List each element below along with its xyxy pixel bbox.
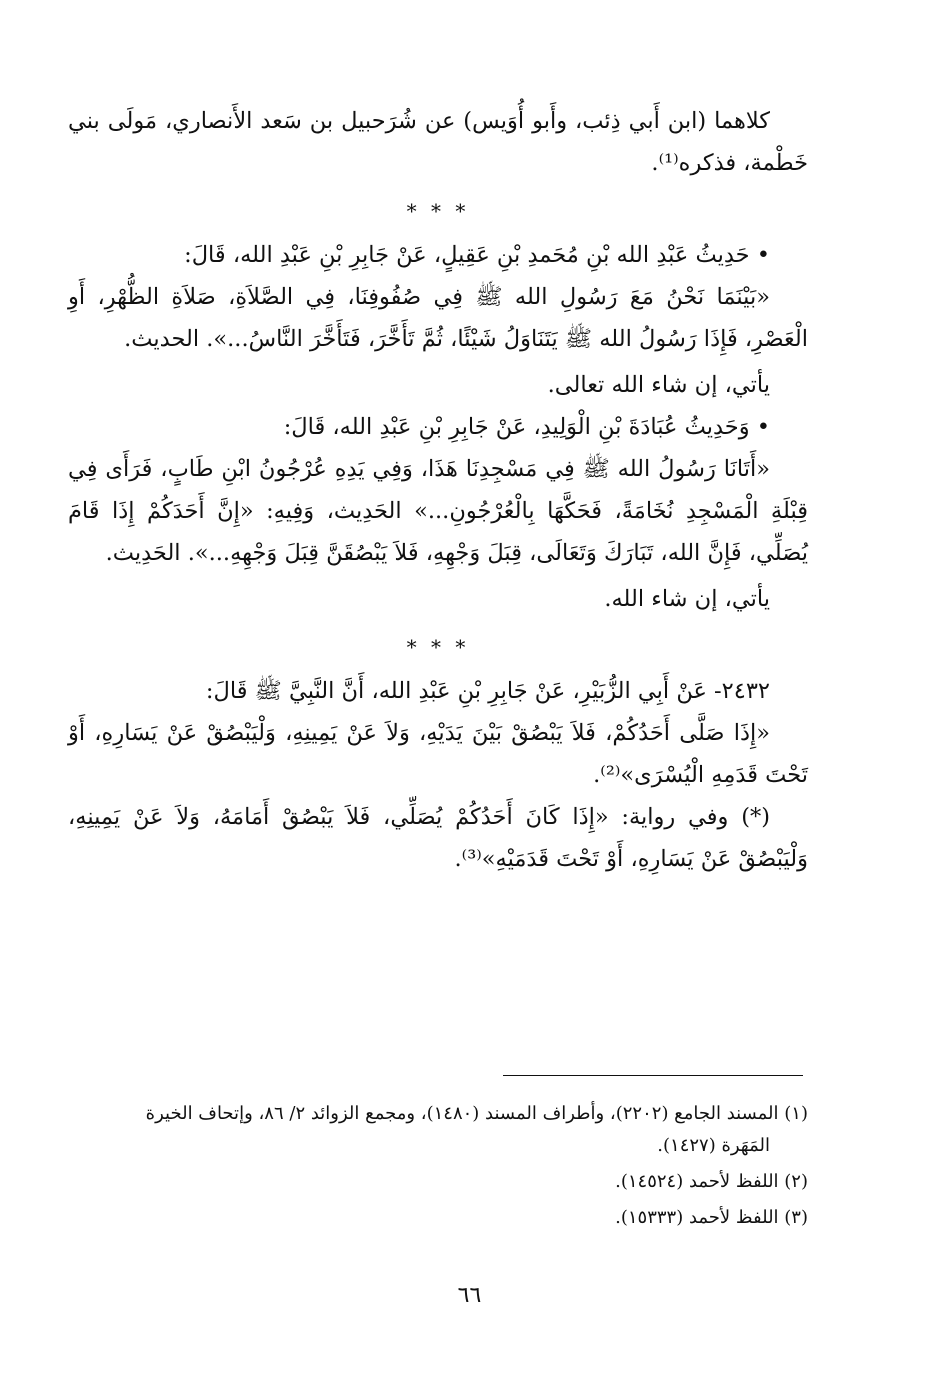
section-divider-2: * * * (406, 635, 470, 659)
footnote-3 (68, 1202, 808, 1234)
footnote-1-cont: المَهَرة (١٤٢٧). (657, 1135, 770, 1156)
paragraph-hadith-intro-1: • حَدِيثُ عَبْدِ الله بْنِ مُحَمدِ بْنِ عَقِيلٍ، عَنْ جَابِرِ بْنِ عَبْدِ الله، قَالَ: (184, 242, 770, 268)
footnote-2-lead: (٢) اللفظ لأحمد (١٤٥٢٤). (615, 1171, 808, 1192)
footnote-divider (503, 1075, 803, 1076)
footnote-1-lead: (١) المسند الجامع (٢٢٠٢)، وأطراف المسند (١٤٨٠)، ومجمع الزوائد ٢/ ٨٦، وإتحاف الخيرة (145, 1103, 808, 1124)
paragraph-hadith-text-2: «أَتَانَا رَسُولُ الله ﷺ فِي مَسْجِدِنَا هَذَا، وَفِي يَدِهِ عُرْجُونُ ابْنِ طَابٍ، فَرَأَى فِي قِبْلَةِ الْمَسْجِدِ نُخَامَةً، فَحَكَّهَا بِالْعُرْجُونِ...» الحَدِيث، وَفِيهِ: «إِنَّ أَحَدَكُمْ إِذَا قَامَ يُصَلِّي، فَإِنَّ الله، تَبَارَكَ وَتَعَالَى، قِبَلَ وَجْهِهِ، فَلاَ يَبْصُقَنَّ قِبَلَ وَجْهِهِ...». الحَدِيث. (68, 456, 808, 566)
paragraph-hadith-intro-2: • وَحَدِيثُ عُبَادَةَ بْنِ الْوَلِيدِ، عَنْ جَابِرِ بْنِ عَبْدِ الله، قَالَ: (283, 414, 770, 440)
main-text (68, 100, 808, 880)
footnote-1 (68, 1098, 808, 1162)
paragraph-hadith-text-3: «إِذَا صَلَّى أَحَدُكُمْ، فَلاَ يَبْصُقْ بَيْنَ يَدَيْهِ، وَلاَ عَنْ يَمِينِهِ، وَلْيَبْصُقْ عَنْ يَسَارِهِ، أَوْ تَحْتَ قَدَمِهِ الْيُسْرَى»⁽²⁾. (68, 720, 808, 788)
page-number: ٦٦ (457, 1283, 482, 1308)
section-divider-1: * * * (406, 199, 470, 223)
paragraph-riwaya: (*) وفي رواية: «إِذَا كَانَ أَحَدُكُمْ يُصَلِّي، فَلاَ يَبْصُقْ أَمَامَهُ، وَلاَ عَنْ يَمِينِهِ، وَلْيَبْصُقْ عَنْ يَسَارِهِ، أَوْ تَحْتَ قَدَمَيْهِ»⁽³⁾. (68, 804, 808, 872)
paragraph-note-1: يأتي، إن شاء الله تعالى. (547, 372, 770, 398)
paragraph-note-2: يأتي، إن شاء الله. (604, 586, 770, 612)
footnote-3-lead: (٣) اللفظ لأحمد (١٥٣٣٣). (615, 1207, 808, 1228)
paragraph-hadith-text-1: «بَيْنَمَا نَحْنُ مَعَ رَسُولِ الله ﷺ فِي صُفُوفِنَا، فِي الصَّلاَةِ، صَلاَةِ الظُّهْرِ، أَوِ الْعَصْرِ، فَإِذَا رَسُولُ الله ﷺ يَتَنَاوَلُ شَيْئًا، ثُمَّ تَأَخَّرَ، فَتَأَخَّرَ النَّاسُ...». الحديث. (68, 284, 808, 352)
footnote-2 (68, 1166, 808, 1198)
paragraph-1: كلاهما (ابن أَبي ذِئب، وأَبو أُوَيس) عن شُرَحبيل بن سَعد الأَنصاري، مَولَى بني خَطْمة، فذكره⁽¹⁾. (68, 108, 808, 176)
footnotes (68, 1098, 808, 1238)
paragraph-hadith-intro-3: ٢٤٣٢- عَنْ أَبِي الزُّبَيْرِ، عَنْ جَابِرِ بْنِ عَبْدِ الله، أَنَّ النَّبِيَّ ﷺ قَالَ: (205, 678, 770, 704)
